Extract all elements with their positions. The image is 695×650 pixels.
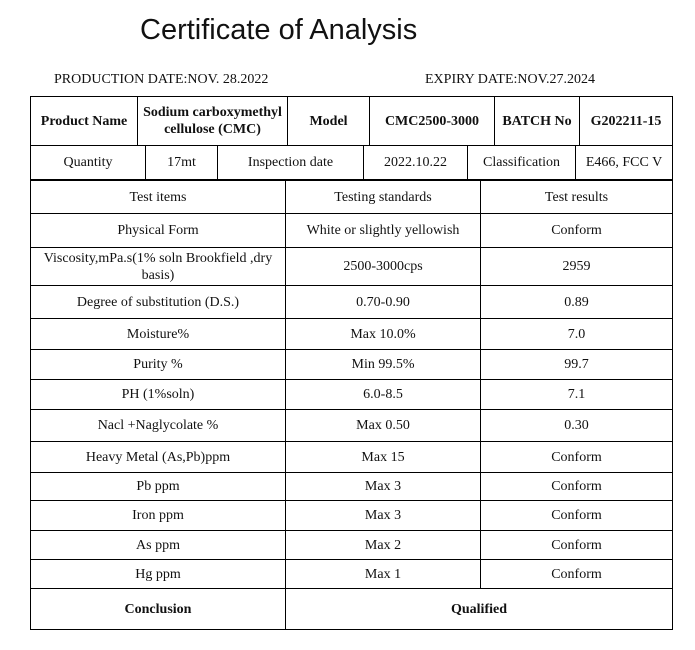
table-row xyxy=(31,319,673,350)
test-standard: White or slightly yellowish xyxy=(286,214,481,248)
test-standard: Max 0.50 xyxy=(286,410,481,442)
table-row xyxy=(31,248,673,286)
shipment-info-row xyxy=(31,146,673,180)
test-results-table xyxy=(30,180,673,630)
test-item: Heavy Metal (As,Pb)ppm xyxy=(31,442,286,473)
expiry-date: EXPIRY DATE:NOV.27.2024 xyxy=(425,72,595,87)
test-standard: Min 99.5% xyxy=(286,350,481,380)
test-result: 0.30 xyxy=(481,410,673,442)
test-standard: Max 3 xyxy=(286,473,481,501)
test-result: Conform xyxy=(481,442,673,473)
document-title: Certificate of Analysis xyxy=(140,14,418,46)
conclusion-value: Qualified xyxy=(286,589,673,630)
column-header-test-items: Test items xyxy=(31,181,286,214)
test-item: Degree of substitution (D.S.) xyxy=(31,286,286,319)
test-standard: Max 3 xyxy=(286,501,481,531)
test-item: Nacl +Naglycolate % xyxy=(31,410,286,442)
test-result: Conform xyxy=(481,473,673,501)
product-info-row xyxy=(31,97,673,146)
test-item: PH (1%soln) xyxy=(31,380,286,410)
test-item: Physical Form xyxy=(31,214,286,248)
test-standard: 2500-3000cps xyxy=(286,248,481,286)
inspection-date-label: Inspection date xyxy=(218,146,364,180)
table-row xyxy=(31,350,673,380)
table-row xyxy=(31,501,673,531)
test-standard: Max 1 xyxy=(286,560,481,589)
test-item: Moisture% xyxy=(31,319,286,350)
classification-label: Classification xyxy=(468,146,576,180)
test-result: Conform xyxy=(481,531,673,560)
test-result: 2959 xyxy=(481,248,673,286)
test-result: Conform xyxy=(481,214,673,248)
test-item: Hg ppm xyxy=(31,560,286,589)
classification-value: E466, FCC V xyxy=(576,146,673,180)
table-row xyxy=(31,531,673,560)
batch-value: G202211-15 xyxy=(580,97,673,146)
table-row xyxy=(31,380,673,410)
test-standard: Max 2 xyxy=(286,531,481,560)
test-result: Conform xyxy=(481,501,673,531)
column-header-test-results: Test results xyxy=(481,181,673,214)
quantity-label: Quantity xyxy=(31,146,146,180)
test-standard: 0.70-0.90 xyxy=(286,286,481,319)
product-info-table xyxy=(30,96,673,146)
table-header-row xyxy=(31,181,673,214)
batch-label: BATCH No xyxy=(495,97,580,146)
test-result: 7.0 xyxy=(481,319,673,350)
test-item: As ppm xyxy=(31,531,286,560)
model-value: CMC2500-3000 xyxy=(370,97,495,146)
test-item: Iron ppm xyxy=(31,501,286,531)
table-row xyxy=(31,286,673,319)
inspection-date-value: 2022.10.22 xyxy=(364,146,468,180)
test-item: Viscosity,mPa.s(1% soln Brookfield ,dry basis) xyxy=(31,248,286,286)
test-result: Conform xyxy=(481,560,673,589)
test-result: 0.89 xyxy=(481,286,673,319)
table-row xyxy=(31,442,673,473)
production-date: PRODUCTION DATE:NOV. 28.2022 xyxy=(54,72,269,87)
product-name-value: Sodium carboxymethyl cellulose (CMC) xyxy=(138,97,288,146)
conclusion-label: Conclusion xyxy=(31,589,286,630)
test-item: Pb ppm xyxy=(31,473,286,501)
test-result: 7.1 xyxy=(481,380,673,410)
table-row xyxy=(31,410,673,442)
test-item: Purity % xyxy=(31,350,286,380)
table-row xyxy=(31,214,673,248)
quantity-value: 17mt xyxy=(146,146,218,180)
table-row xyxy=(31,560,673,589)
test-result: 99.7 xyxy=(481,350,673,380)
test-standard: 6.0-8.5 xyxy=(286,380,481,410)
model-label: Model xyxy=(288,97,370,146)
conclusion-row xyxy=(31,589,673,630)
test-standard: Max 10.0% xyxy=(286,319,481,350)
test-standard: Max 15 xyxy=(286,442,481,473)
product-name-label: Product Name xyxy=(31,97,138,146)
column-header-testing-standards: Testing standards xyxy=(286,181,481,214)
table-row xyxy=(31,473,673,501)
shipment-info-table xyxy=(30,145,673,180)
